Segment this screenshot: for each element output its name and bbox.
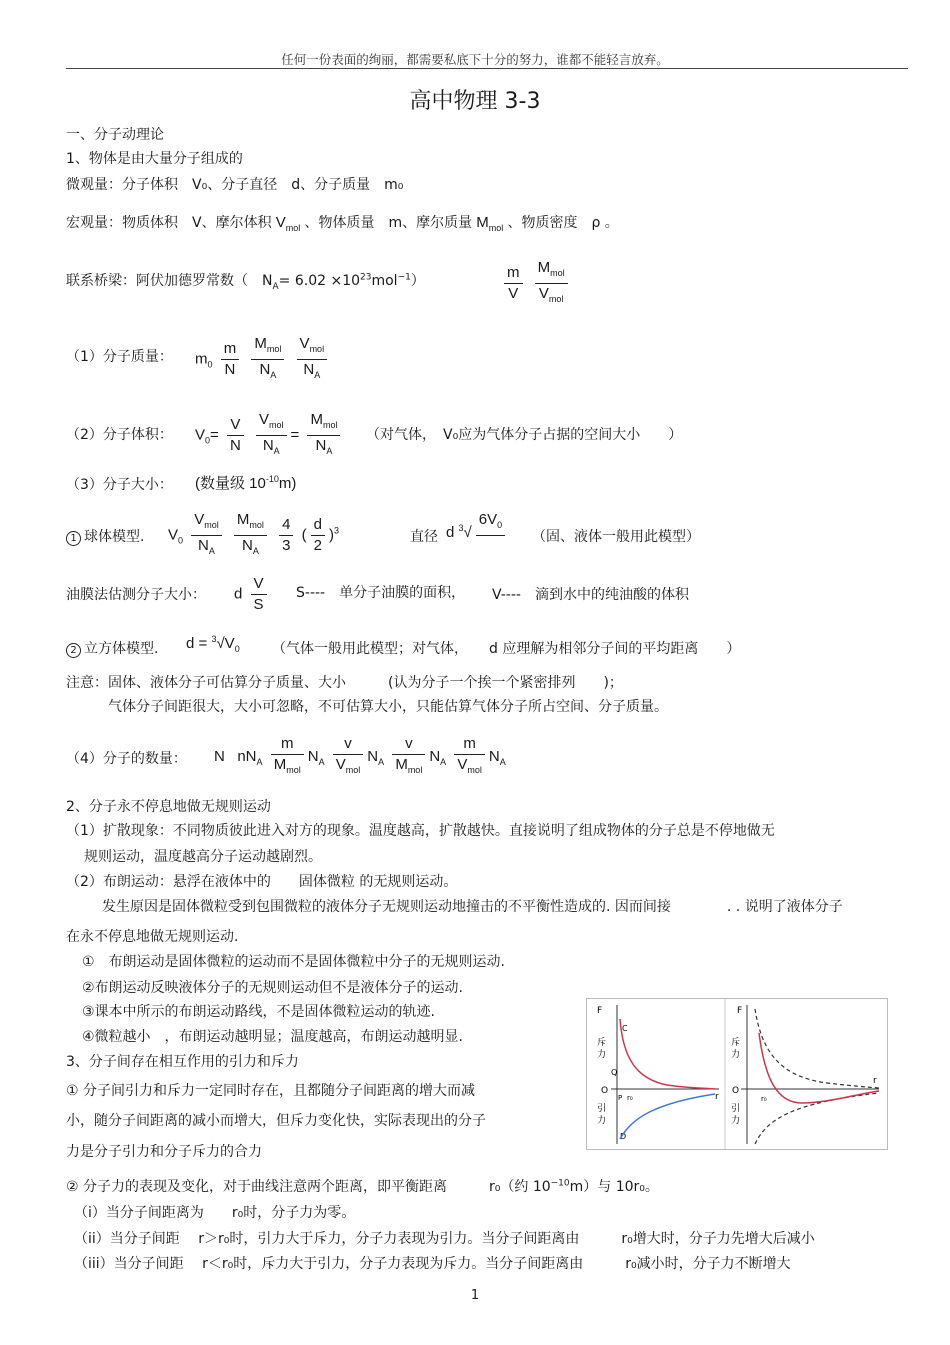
brownian-line-1: （2）布朗运动：悬浮在液体中的 固体微粒 的无规则运动。 <box>66 874 458 890</box>
size-order: (数量级 $10^{-10}m$) <box>195 474 297 492</box>
force-line-1a: ① 分子间引力和斥力一定同时存在，且都随分子间距离的增大而减 <box>66 1083 475 1099</box>
density-formula: $\frac{m}{V}$ $\frac{M_{mol}}{V_{mol}}$ <box>500 258 572 309</box>
oil-film-s: S---- 单分子油膜的面积， <box>296 585 466 601</box>
svg-text:r₀: r₀ <box>627 1094 633 1102</box>
svg-text:斥: 斥 <box>597 1038 607 1048</box>
molecular-mass-label: （1）分子质量： <box>66 349 173 365</box>
svg-text:O: O <box>732 1086 740 1096</box>
case-iii: （iii）当分子间距 r＜r₀时，斥力大于引力，分子力表现为斥力。当分子间距离由 r₀减小时，分子力不断增大 <box>74 1256 791 1272</box>
svg-text:r: r <box>715 1092 719 1102</box>
oil-film-label: 油膜法估测分子大小： <box>66 587 206 603</box>
svg-text:r₀: r₀ <box>761 1095 767 1103</box>
avogadro-bridge: 联系桥梁：阿伏加德罗常数（ $N_A= 6.02 \times 10^{23}mol^{-1}$） <box>66 272 425 292</box>
svg-text:斥: 斥 <box>731 1038 741 1048</box>
diameter-formula: d $^3$√ $6V_0$ <box>446 510 509 556</box>
svg-text:Q: Q <box>611 1068 618 1077</box>
brownian-point-3: ③课本中所示的布朗运动路线，不是固体微粒运动的轨迹. <box>82 1004 435 1020</box>
macro-quantities: 宏观量：物质体积 V、摩尔体积 $V_{mol}$ 、物体质量 m、摩尔质量 $M_{mol}$ 、物质密度 ρ 。 <box>66 214 619 233</box>
force-line-1b: 小，随分子间距离的减小而增大，但斥力变化快，实际表现出的分子 <box>66 1113 486 1129</box>
molecular-size-label: （3）分子大小： <box>66 477 173 493</box>
micro-quantities: 微观量：分子体积 V₀、分子直径 d、分子质量 m₀ <box>66 177 404 193</box>
svg-text:C: C <box>622 1024 628 1033</box>
cube-model-label: 2 立方体模型. <box>66 638 158 658</box>
svg-text:力: 力 <box>731 1116 741 1126</box>
svg-text:引: 引 <box>597 1104 607 1114</box>
note-line-1: 注意：固体、液体分子可估算分子质量、大小 (认为分子一个挨一个紧密排列 )； <box>66 675 623 691</box>
molecule-count-label: （4）分子的数量： <box>66 751 187 767</box>
subsection-heading: 3、分子间存在相互作用的引力和斥力 <box>66 1054 299 1070</box>
molecular-mass-formula: $m_0$ $\frac{m}{N}$ $\frac{M_{mol}}{N_A}$ $\frac{V_{mol}}{N_A}$ <box>195 334 331 385</box>
svg-text:r: r <box>873 1076 877 1086</box>
svg-text:力: 力 <box>731 1050 741 1060</box>
ball-model-note: （固、液体一般用此模型） <box>532 529 700 545</box>
diameter-label: 直径 <box>410 529 438 545</box>
molecular-volume-formula: $V_0=$ $\frac{V}{N}$ $\frac{V_{mol}}{N_A}$ = $\frac{M_{mol}}{N_A}$ <box>195 410 344 461</box>
brownian-point-1: ① 布朗运动是固体微粒的运动而不是固体微粒中分子的无规则运动. <box>82 954 505 970</box>
molecule-count-formula: N $nN_A$ $\frac{m}{M_{mol}}$ $N_A$ $\frac{v}{V_{mol}}$ $N_A$ $\frac{v}{M_{mol}}$ $N_A$ $\frac{m}{V_{mol}}$ $N_A$ <box>214 735 506 775</box>
molecular-volume-label: （2）分子体积： <box>66 427 173 443</box>
svg-text:力: 力 <box>597 1116 607 1126</box>
page-number: 1 <box>470 1288 480 1303</box>
case-ii: （ii）当分子间距 r＞r₀时，引力大于斥力，分子力表现为引力。当分子间距离由 r₀增大时，分子力先增大后减小 <box>74 1231 815 1247</box>
note-line-2: 气体分子间距很大，大小可忽略，不可估算大小，只能估算气体分子所占空间、分子质量。 <box>108 699 668 715</box>
subsection-heading: 1、物体是由大量分子组成的 <box>66 151 243 167</box>
subsection-heading: 2、分子永不停息地做无规则运动 <box>66 799 271 815</box>
diffusion-line-2: 规则运动，温度越高分子运动越剧烈。 <box>84 849 322 865</box>
svg-text:F: F <box>597 1006 603 1016</box>
brownian-point-2: ②布朗运动反映液体分子的无规则运动但不是液体分子的运动. <box>82 980 463 996</box>
cube-model-formula: $d = ^3√V_0$ <box>186 634 240 654</box>
header-rule <box>66 68 908 69</box>
svg-text:力: 力 <box>597 1050 607 1060</box>
section-heading: 一、分子动理论 <box>66 127 164 143</box>
force-line-2: ② 分子力的表现及变化，对于曲线注意两个距离，即平衡距离 r₀（约 $10^{-10}m$）与 10r₀。 <box>66 1178 659 1195</box>
molecular-force-figure <box>586 998 888 1150</box>
page-title: 高中物理 3-3 <box>409 89 541 114</box>
brownian-line-3: 在永不停息地做无规则运动. <box>66 929 239 945</box>
gas-volume-note: （对气体， V₀应为气体分子占据的空间大小 ） <box>366 427 683 443</box>
svg-text:D: D <box>620 1132 627 1141</box>
brownian-line-2: 发生原因是固体微粒受到包围微粒的液体分子无规则运动地撞击的不平衡性造成的. 因而间接 . . 说明了液体分子 <box>102 899 843 915</box>
diffusion-line-1: （1）扩散现象：不同物质彼此进入对方的现象。温度越高，扩散越快。直接说明了组成物体的分子总是不停地做无 <box>66 823 775 839</box>
svg-text:引: 引 <box>731 1104 741 1114</box>
page-header: 任何一份表面的绚丽，都需要私底下十分的努力，谁都不能轻言放弃。 <box>281 52 669 67</box>
svg-text:O: O <box>601 1086 609 1096</box>
svg-text:F: F <box>737 1006 743 1016</box>
case-i: （i）当分子间距离为 r₀时，分子力为零。 <box>74 1205 356 1221</box>
force-line-1c: 力是分子引力和分子斥力的合力 <box>66 1144 262 1160</box>
ball-model-label: 1 球体模型. <box>66 526 144 546</box>
oil-film-v: V---- 滴到水中的纯油酸的体积 <box>492 587 689 603</box>
ball-model-formula: $V_0$ $\frac{V_{mol}}{N_A}$ $\frac{M_{mol}}{N_A}$ $\frac{4}{3}$ ( $\frac{d}{2}$ )$^3$ <box>168 511 339 556</box>
oil-film-formula: d $\frac{V}{S}$ <box>234 574 271 615</box>
force-curves-svg <box>587 999 887 1149</box>
svg-text:P: P <box>618 1094 623 1102</box>
cube-model-note: （气体一般用此模型；对气体， d 应理解为相邻分子间的平均距离 ） <box>272 641 741 657</box>
brownian-point-4: ④微粒越小 ，布朗运动越明显；温度越高，布朗运动越明显. <box>82 1029 463 1045</box>
